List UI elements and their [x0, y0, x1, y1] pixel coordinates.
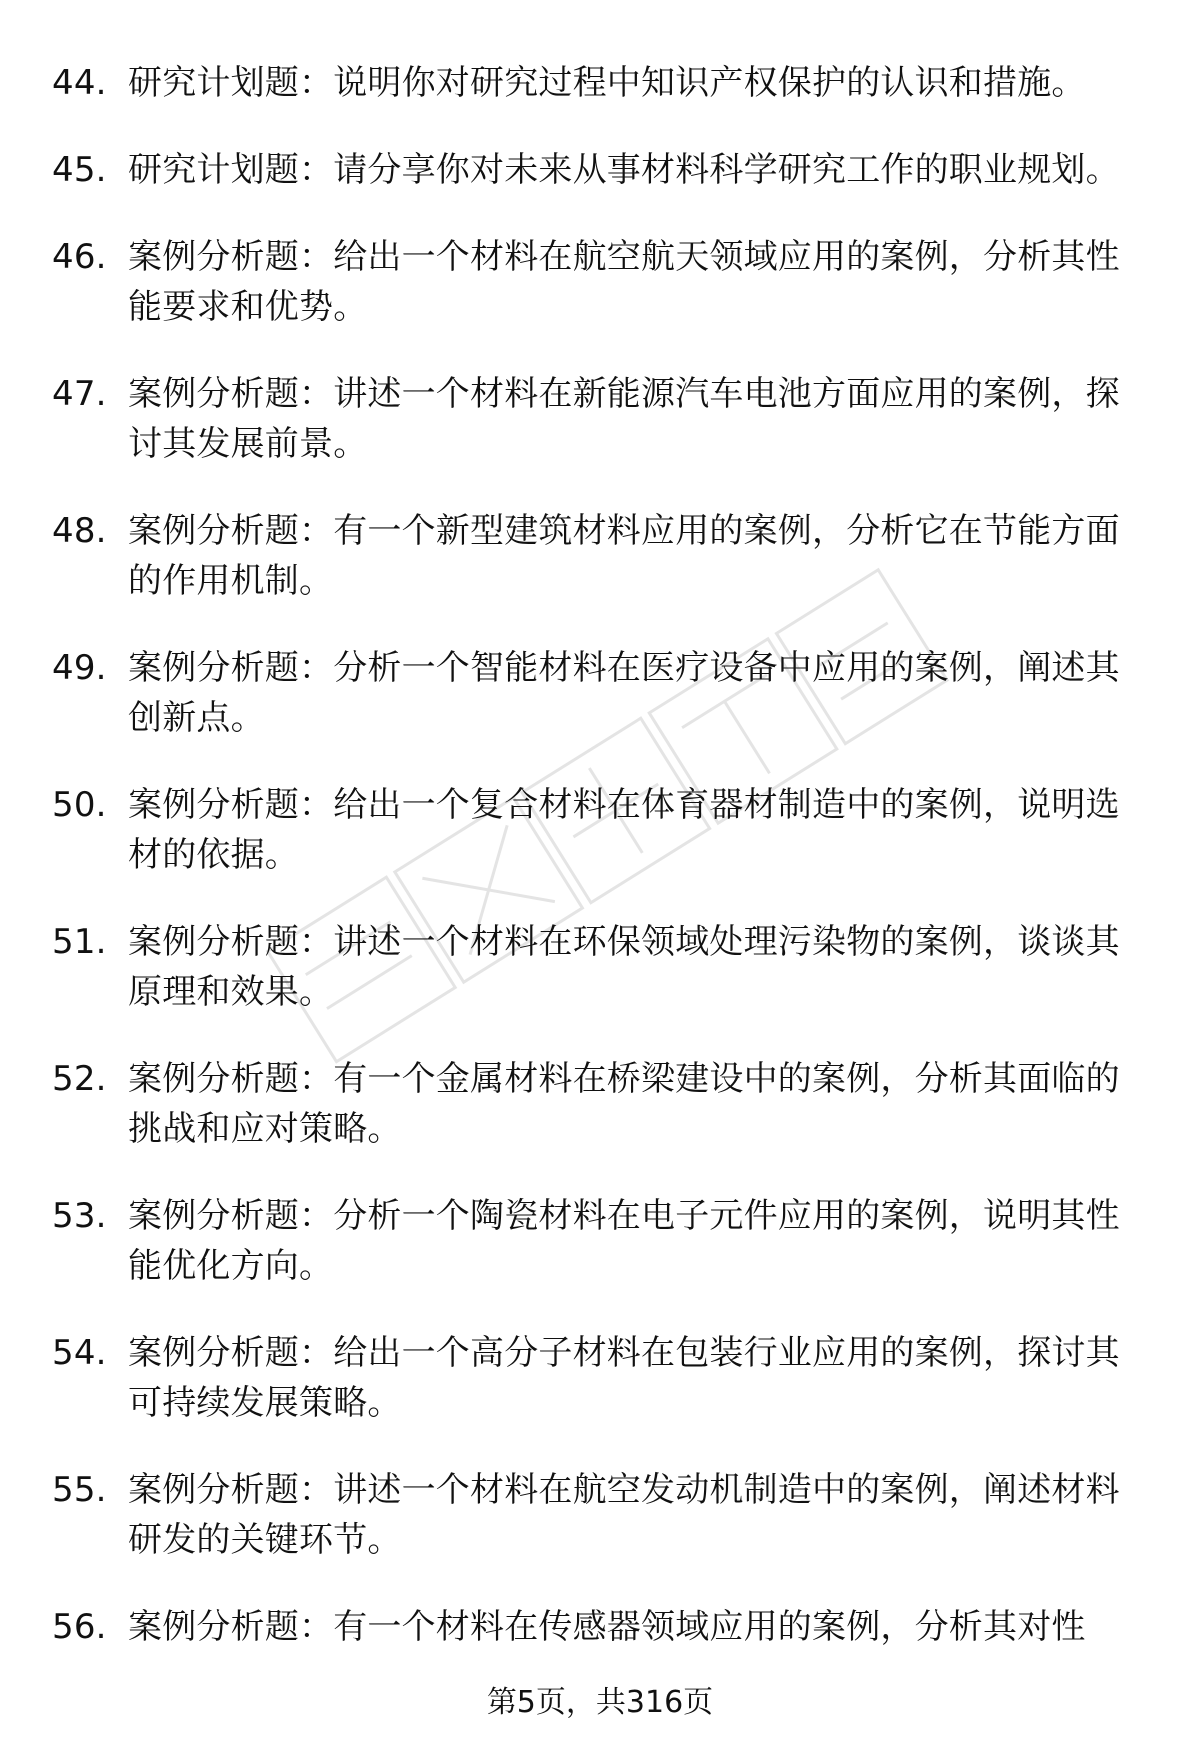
question-number: 49.: [52, 648, 107, 688]
question-number: 51.: [52, 922, 107, 962]
list-item: [52, 643, 1152, 743]
question-text: 案例分析题：讲述一个材料在新能源汽车电池方面应用的案例，探讨其发展前景。: [128, 374, 1120, 464]
question-text: 案例分析题：讲述一个材料在航空发动机制造中的案例，阐述材料研发的关键环节。: [128, 1470, 1120, 1560]
list-item: [52, 1328, 1152, 1428]
list-item: [52, 780, 1152, 880]
question-number: 47.: [52, 374, 107, 414]
question-text: 研究计划题：说明你对研究过程中知识产权保护的认识和措施。: [128, 63, 1086, 103]
list-item: [52, 58, 1152, 108]
question-number: 44.: [52, 63, 107, 103]
list-item: [52, 1602, 1152, 1652]
question-text: 案例分析题：分析一个陶瓷材料在电子元件应用的案例，说明其性能优化方向。: [128, 1196, 1120, 1286]
question-text: 案例分析题：有一个材料在传感器领域应用的案例，分析其对性: [128, 1607, 1086, 1647]
question-number: 55.: [52, 1470, 107, 1510]
list-item: [52, 1054, 1152, 1154]
question-text: 案例分析题：分析一个智能材料在医疗设备中应用的案例，阐述其创新点。: [128, 648, 1120, 738]
list-item: [52, 369, 1152, 469]
question-text: 案例分析题：有一个新型建筑材料应用的案例，分析它在节能方面的作用机制。: [128, 511, 1120, 601]
question-text: 研究计划题：请分享你对未来从事材料科学研究工作的职业规划。: [128, 150, 1120, 190]
question-number: 53.: [52, 1196, 107, 1236]
list-item: [52, 1191, 1152, 1291]
question-list: [52, 58, 1152, 1689]
question-number: 48.: [52, 511, 107, 551]
question-text: 案例分析题：给出一个高分子材料在包装行业应用的案例，探讨其可持续发展策略。: [128, 1333, 1120, 1423]
question-number: 52.: [52, 1059, 107, 1099]
list-item: [52, 917, 1152, 1017]
question-text: 案例分析题：给出一个复合材料在体育器材制造中的案例，说明选材的依据。: [128, 785, 1120, 875]
question-number: 45.: [52, 150, 107, 190]
question-text: 案例分析题：给出一个材料在航空航天领域应用的案例，分析其性能要求和优势。: [128, 237, 1120, 327]
question-number: 50.: [52, 785, 107, 825]
list-item: [52, 1465, 1152, 1565]
question-number: 54.: [52, 1333, 107, 1373]
list-item: [52, 145, 1152, 195]
question-number: 56.: [52, 1607, 107, 1647]
list-item: [52, 232, 1152, 332]
page-footer: 第5页，共316页: [486, 1685, 714, 1720]
question-number: 46.: [52, 237, 107, 277]
list-item: [52, 506, 1152, 606]
question-text: 案例分析题：有一个金属材料在桥梁建设中的案例，分析其面临的挑战和应对策略。: [128, 1059, 1120, 1149]
question-text: 案例分析题：讲述一个材料在环保领域处理污染物的案例，谈谈其原理和效果。: [128, 922, 1120, 1012]
